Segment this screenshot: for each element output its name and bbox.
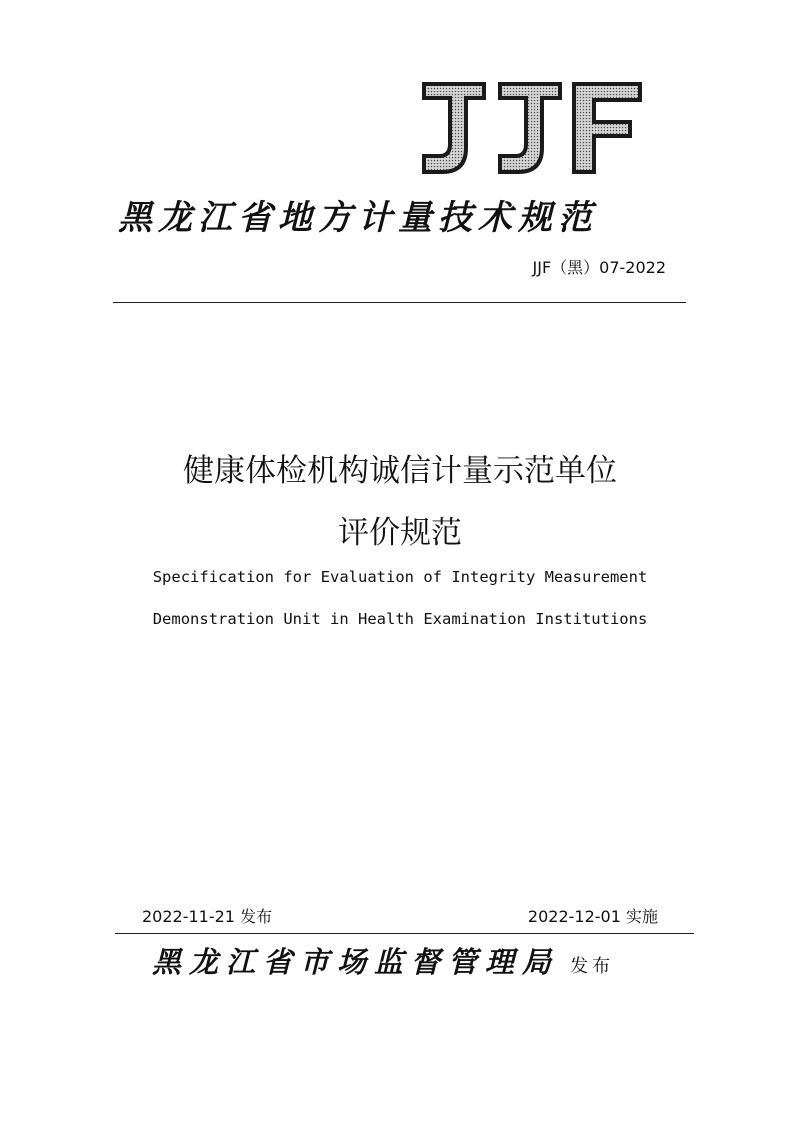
- issuer-suffix: 发布: [570, 956, 615, 977]
- jjf-logo-graphic: [418, 78, 646, 178]
- standard-code: JJF（黑）07-2022: [532, 258, 666, 277]
- issuer: [152, 940, 614, 981]
- divider-bottom: [115, 933, 694, 934]
- title-cn-line2: 评价规范: [338, 515, 462, 551]
- title-en-line1: Specification for Evaluation of Integrity Measurement: [152, 568, 648, 586]
- divider-top: [113, 302, 686, 303]
- jjf-logo: [418, 78, 646, 178]
- title-cn-line1: 健康体检机构诚信计量示范单位: [183, 453, 617, 489]
- implement-date: 2022-12-01 实施: [527, 907, 658, 926]
- series-title: 黑龙江省地方计量技术规范: [118, 198, 598, 238]
- issuer-name: 黑龙江省市场监督管理局: [152, 945, 560, 979]
- issue-date: 2022-11-21 发布: [142, 907, 273, 926]
- title-en-line2: Demonstration Unit in Health Examination Institutions: [152, 610, 648, 628]
